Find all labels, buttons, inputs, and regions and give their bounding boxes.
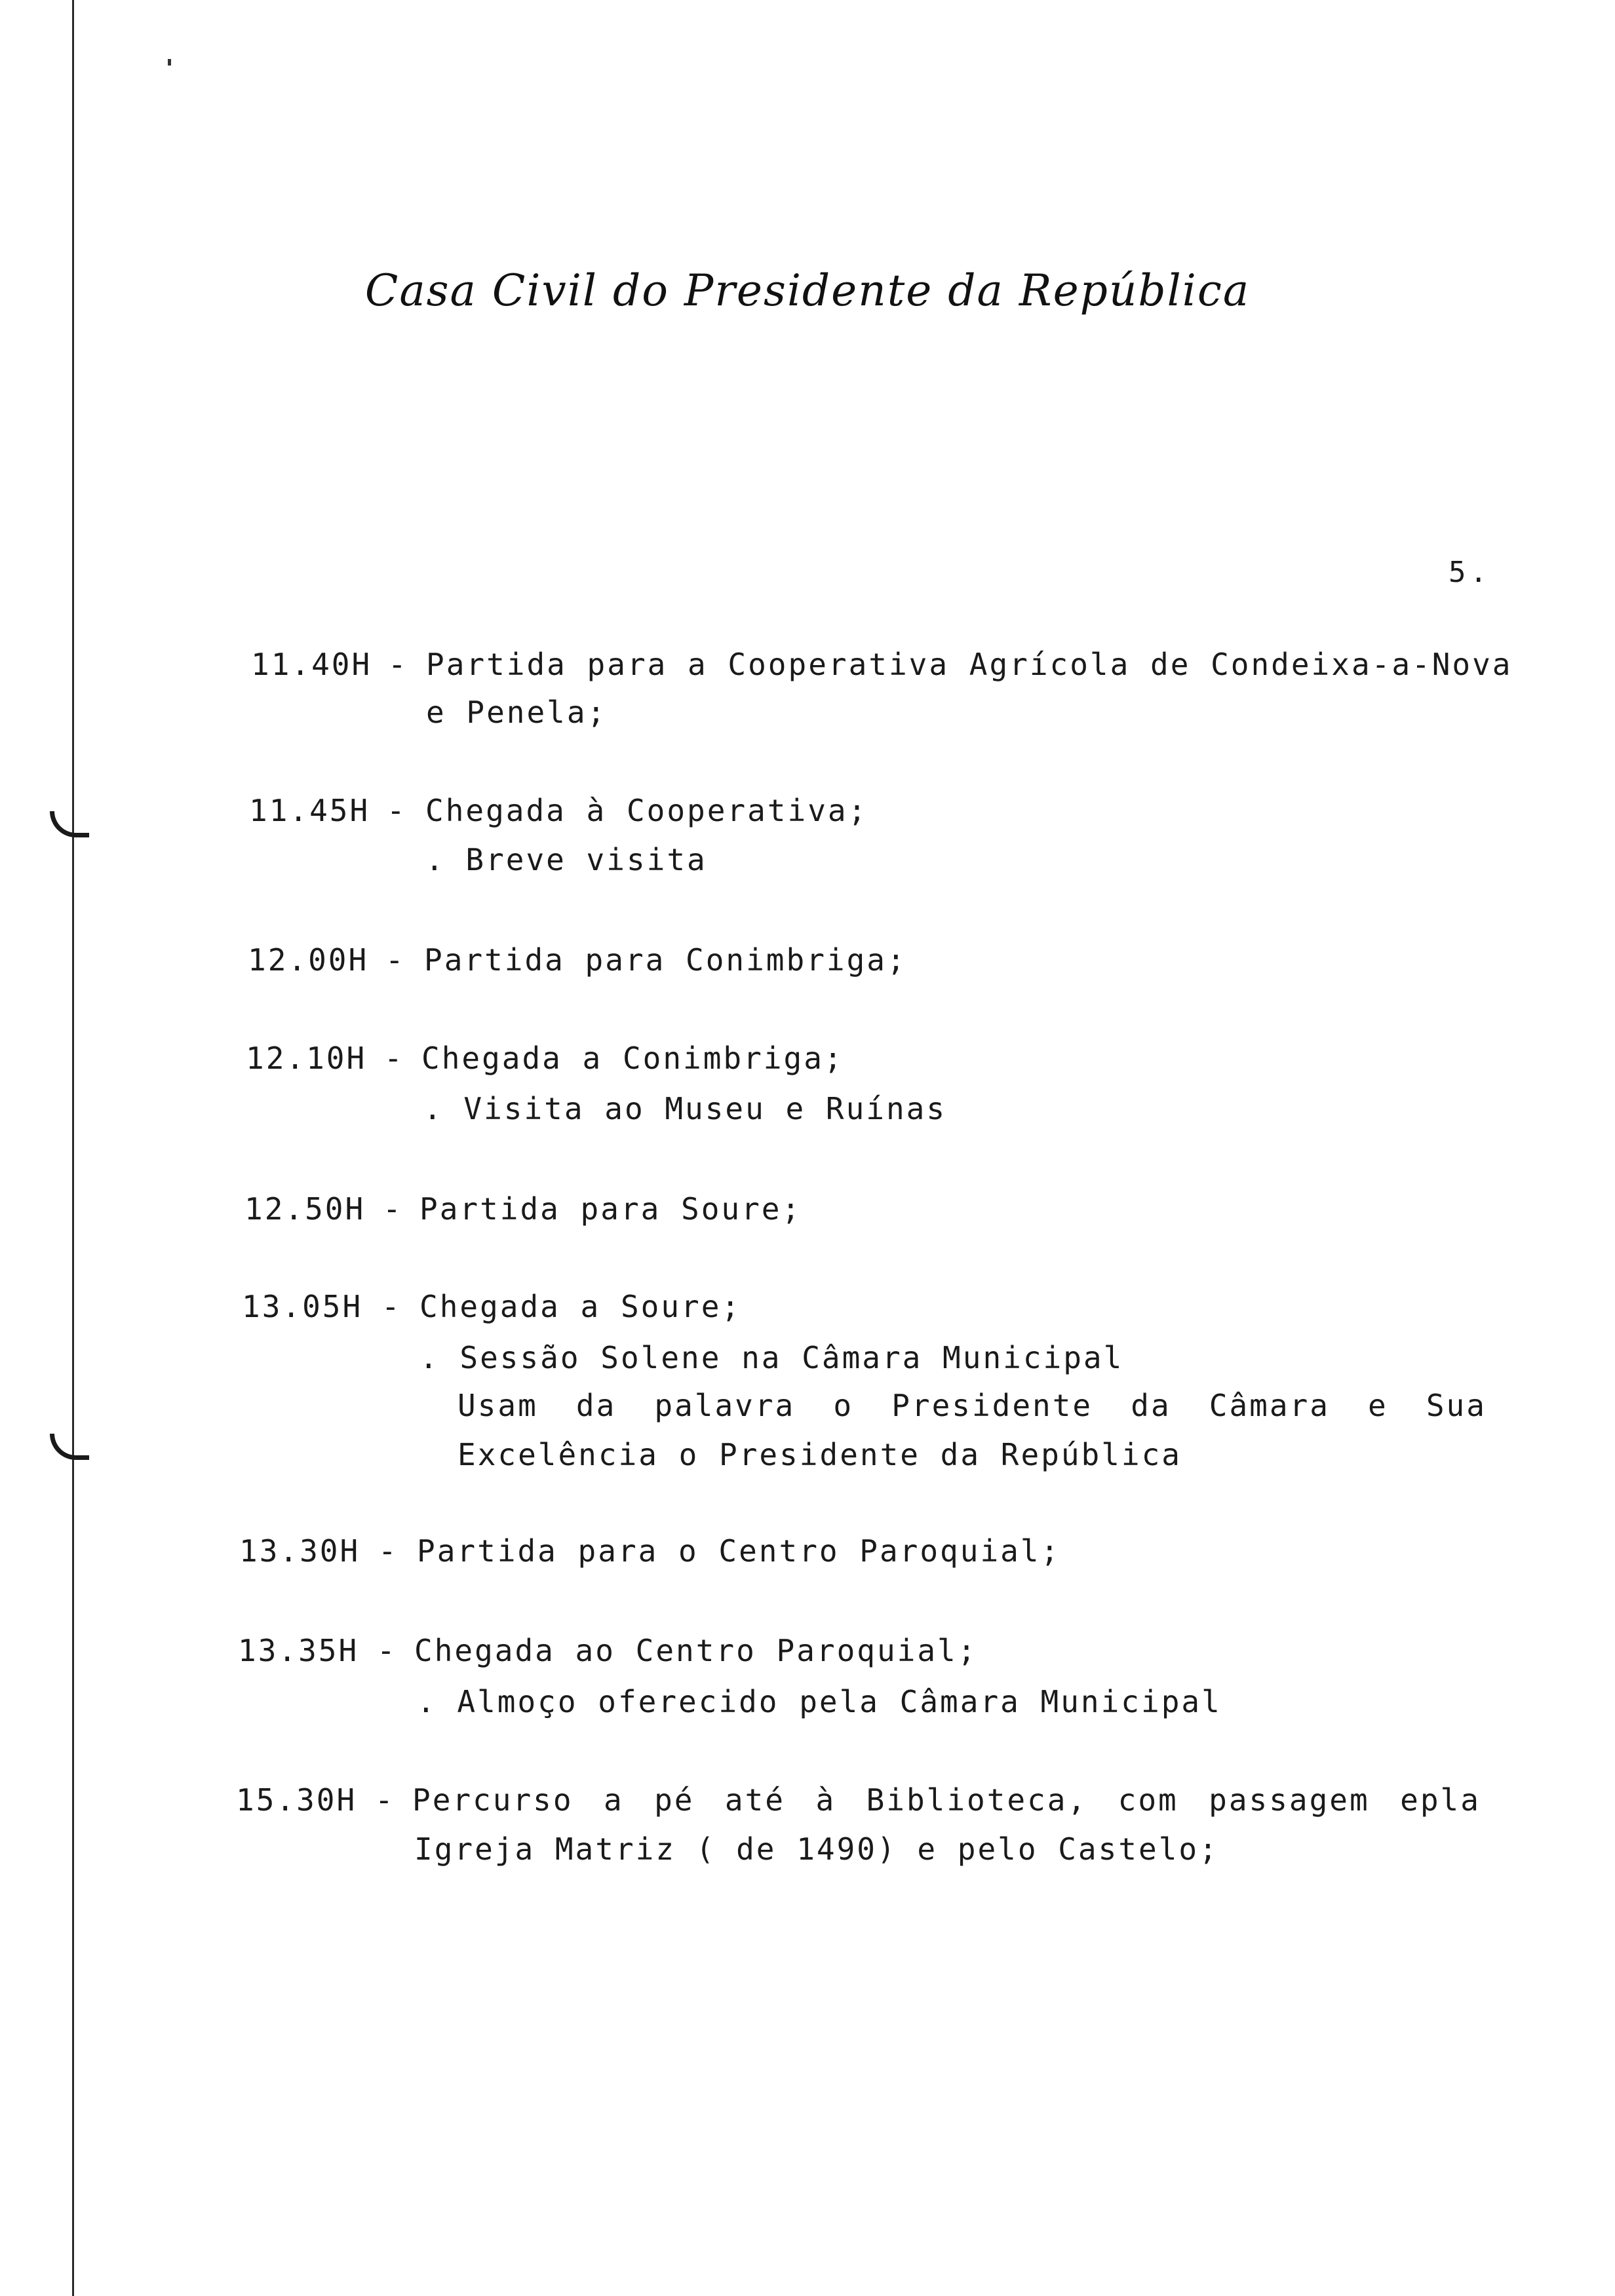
- entry-continuation: e Penela;: [426, 695, 608, 730]
- entry-detail: . Breve visita: [425, 842, 707, 877]
- entry-time: 13.05H: [242, 1289, 363, 1324]
- entry-dash: -: [387, 793, 407, 828]
- entry-dash: -: [383, 1191, 403, 1227]
- entry-title: [412, 1782, 1481, 1818]
- entry-detail-line: [457, 1388, 1487, 1423]
- entry-dash: -: [377, 1633, 397, 1668]
- detail-word: Sua: [1426, 1388, 1487, 1423]
- title-word: Biblioteca,: [866, 1782, 1088, 1818]
- entry-continuation: Igreja Matriz ( de 1490) e pelo Castelo;: [414, 1831, 1219, 1867]
- entry-detail: . Almoço oferecido pela Câmara Municipal: [417, 1684, 1222, 1719]
- entry-time: 11.45H: [249, 793, 370, 828]
- entry-detail: . Visita ao Museu e Ruínas: [423, 1091, 947, 1126]
- binder-hole-mark: [50, 1434, 89, 1460]
- entry-dash: -: [381, 1289, 402, 1324]
- entry-title: Chegada ao Centro Paroquial;: [414, 1633, 978, 1668]
- entry-dash: -: [388, 647, 408, 682]
- title-word: a: [603, 1782, 624, 1818]
- entry-time: 13.30H: [239, 1533, 360, 1569]
- detail-word: da: [1131, 1388, 1171, 1423]
- entry-title: Partida para Soure;: [419, 1191, 802, 1227]
- entry-title: Chegada à Cooperativa;: [425, 793, 868, 828]
- left-margin-line: [72, 0, 74, 2296]
- title-word: passagem: [1209, 1782, 1370, 1818]
- title-word: epla: [1400, 1782, 1481, 1818]
- detail-word: Usam: [457, 1388, 538, 1423]
- entry-dash: -: [384, 1041, 404, 1076]
- entry-time: 12.10H: [246, 1041, 367, 1076]
- entry-time: 15.30H: [236, 1782, 357, 1818]
- entry-detail: . Sessão Solene na Câmara Municipal: [419, 1340, 1124, 1375]
- detail-word: palavra: [654, 1388, 796, 1423]
- entry-title: Partida para a Cooperativa Agrícola de Condeixa-a-Nova: [426, 647, 1513, 682]
- title-word: Percurso: [412, 1782, 574, 1818]
- title-word: à: [815, 1782, 836, 1818]
- entry-detail-line: Excelência o Presidente da República: [457, 1437, 1182, 1472]
- entry-dash: -: [375, 1782, 395, 1818]
- entry-dash: -: [385, 942, 406, 978]
- entry-title: Chegada a Conimbriga;: [421, 1041, 844, 1076]
- detail-word: da: [575, 1388, 617, 1423]
- entry-dash: -: [378, 1533, 399, 1569]
- entry-time: 11.40H: [251, 647, 372, 682]
- detail-word: o: [833, 1388, 854, 1423]
- title-word: pé: [654, 1782, 695, 1818]
- entry-title: Partida para o Centro Paroquial;: [417, 1533, 1061, 1569]
- detail-word: Câmara: [1209, 1388, 1330, 1423]
- entry-title: Partida para Conimbriga;: [424, 942, 907, 978]
- detail-word: Presidente: [891, 1388, 1093, 1423]
- scan-speck: [168, 59, 171, 66]
- letterhead: Casa Civil do Presidente da República: [364, 265, 1251, 316]
- entry-time: 13.35H: [238, 1633, 359, 1668]
- detail-word: e: [1368, 1388, 1388, 1423]
- entry-title: Chegada a Soure;: [419, 1289, 742, 1324]
- title-word: com: [1118, 1782, 1178, 1818]
- binder-hole-mark: [50, 811, 89, 837]
- page-number: 5.: [1449, 556, 1491, 589]
- entry-time: 12.00H: [248, 942, 369, 978]
- title-word: até: [724, 1782, 786, 1818]
- entry-time: 12.50H: [244, 1191, 366, 1227]
